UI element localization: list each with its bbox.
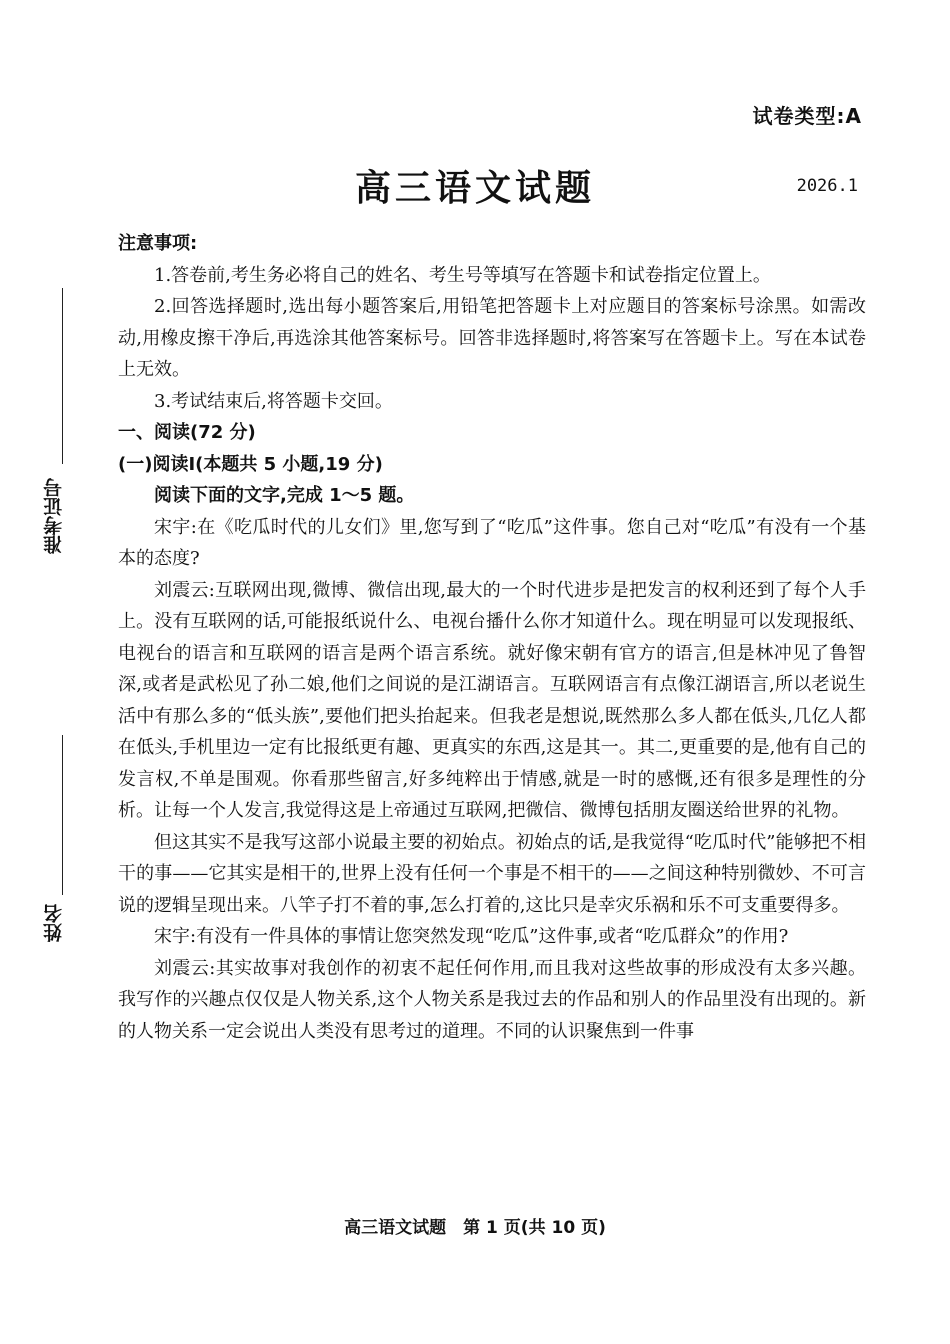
notice-item-3: 3.考试结束后,将答题卡交回。 [154, 390, 393, 412]
passage-paragraph: 刘震云:互联网出现,微博、微信出现,最大的一个时代进步是把发言的权利还到了每个人手上。没有互联网的话,可能报纸说什么、电视台播什么你才知道什么。现在明显可以发现报纸、电视台的语言和互联网的语言是两个语言系统。就好像宋朝有官方的语言,但是林冲见了鲁智深,或者是武松见了孙二娘,他们之间说的是江湖语言。互联网语言有点像江湖语言,所以老说生活中有那么多的“低头族”,要他们把头抬起来。但我老是想说,既然那么多人都在低头,几亿人都在低头,手机里边一定有比报纸更有趣、更真实的东西,这是其一。其二,更重要的是,他有自己的发言权,不单是围观。你看那些留言,好多纯粹出于情感,就是一时的感慨,还有很多是理性的分析。让每一个人发言,我觉得这是上帝通过互联网,把微信、微博包括朋友圈送给世界的礼物。 [118, 579, 866, 821]
passage-paragraph: 宋宇:在《吃瓜时代的儿女们》里,您写到了“吃瓜”这件事。您自己对“吃瓜”有没有一个基本的态度? [118, 516, 866, 569]
section-heading: 一、阅读(72 分) [118, 422, 256, 443]
passage-paragraph: 但这其实不是我写这部小说最主要的初始点。初始点的话,是我觉得“吃瓜时代”能够把不相干的事——它其实是相干的,世界上没有任何一个事是不相干的——之间这种特别微妙、不可言说的逻辑呈现出来。八竿子打不着的事,怎么打着的,这比只是幸灾乐祸和乐不可支重要得多。 [118, 831, 866, 916]
sub-section-heading: (一)阅读Ⅰ(本题共 5 小题,19 分) [118, 453, 383, 475]
admission-number-label: 准考证号 [43, 478, 65, 554]
passage-paragraph: 宋宇:有没有一件具体的事情让您突然发现“吃瓜”这件事,或者“吃瓜群众”的作用? [154, 926, 789, 947]
notice-heading: 注意事项: [118, 233, 198, 254]
notice-item-1: 1.答卷前,考生务必将自己的姓名、考生号等填写在答题卡和试卷指定位置上。 [154, 264, 771, 286]
exam-content [118, 228, 866, 1047]
page-footer: 高三语文试题 第 1 页(共 10 页) [344, 1218, 606, 1238]
passage-paragraph: 刘震云:其实故事对我创作的初衷不起任何作用,而且我对这些故事的形成没有太多兴趣。我写作的兴趣点仅仅是人物关系,这个人物关系是我过去的作品和别人的作品里没有出现的。新的人物关系一定会说出人类没有思考过的道理。不同的认识聚焦到一件事 [118, 957, 866, 1042]
exam-type-label: 试卷类型:A [752, 104, 862, 128]
admission-number-line [62, 288, 63, 464]
name-label: 姓名 [43, 904, 65, 942]
page-title: 高三语文试题 [354, 167, 595, 209]
reading-instruction: 阅读下面的文字,完成 1～5 题。 [154, 485, 415, 506]
exam-date: 2026.1 [796, 176, 858, 196]
notice-item-2: 2.回答选择题时,选出每小题答案后,用铅笔把答题卡上对应题目的答案标号涂黑。如需改动,用橡皮擦干净后,再选涂其他答案标号。回答非选择题时,将答案写在答题卡上。写在本试卷上无效。 [118, 296, 866, 380]
name-line [62, 735, 63, 895]
